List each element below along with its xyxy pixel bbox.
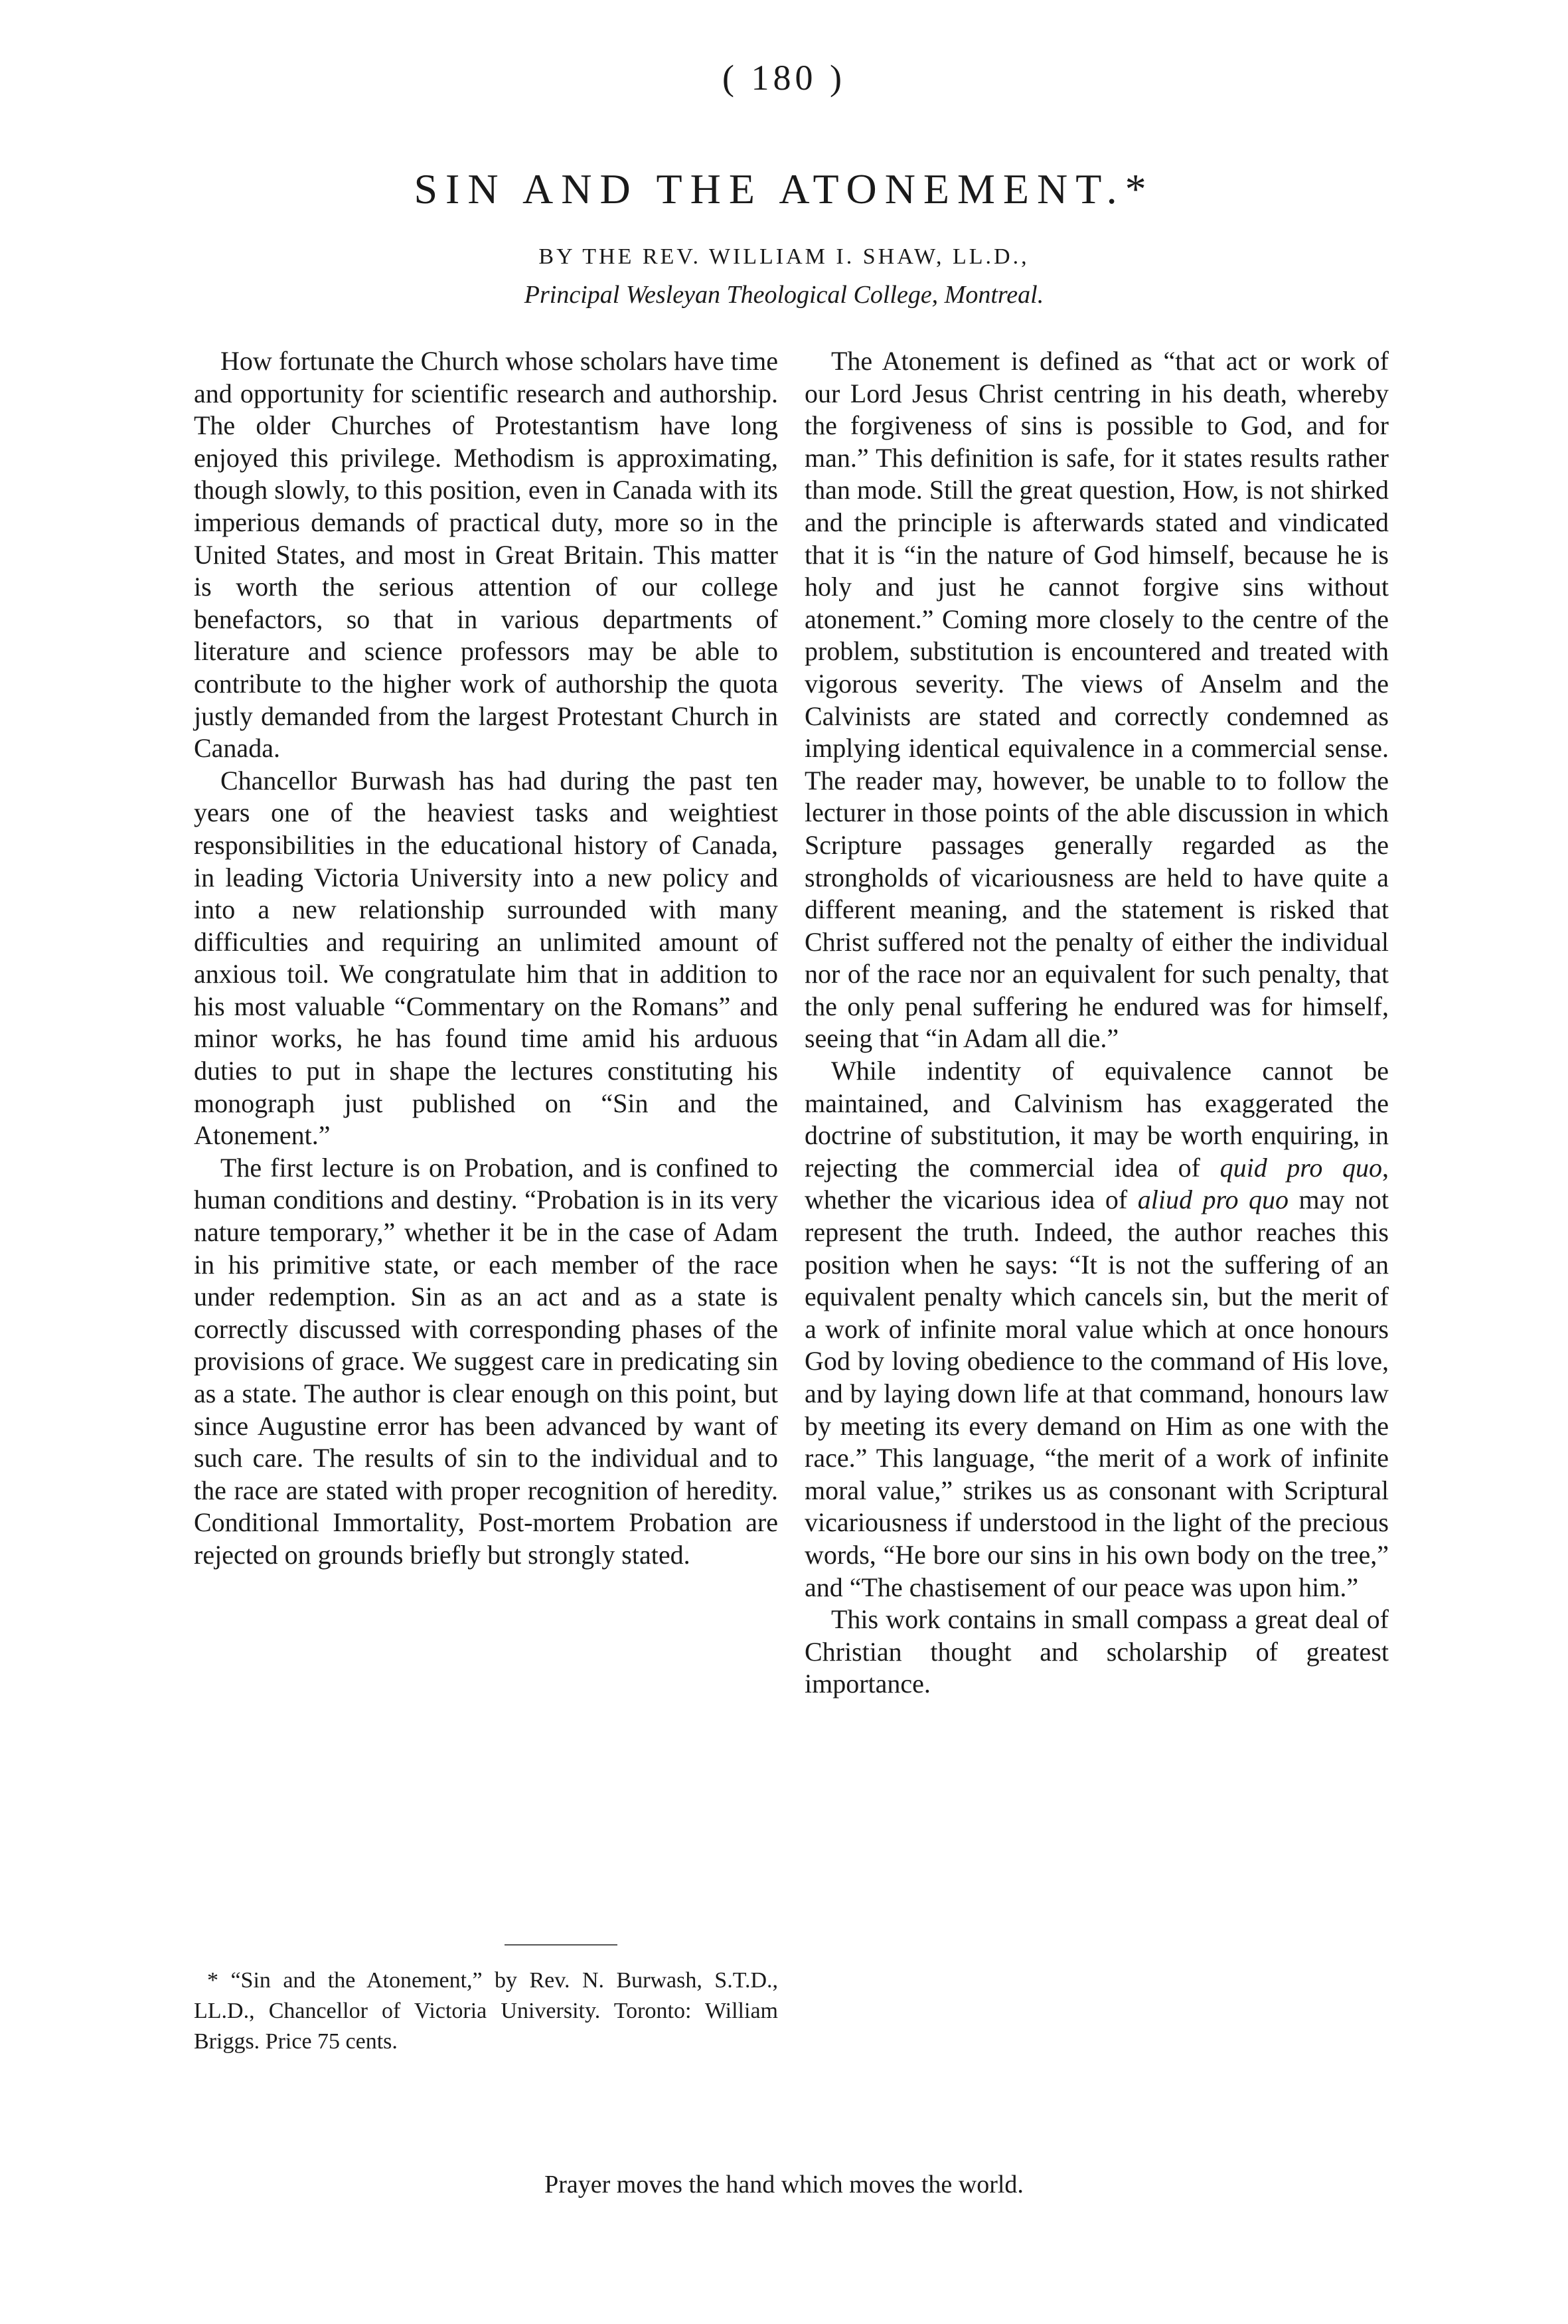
equivalence-text-part-2: , whether the vicarious idea of [805,1152,1389,1215]
paragraph-probation: The first lecture is on Probation, and is confined to human conditions and destiny. “Probation is in its very nature temporary,” whether it be in the case of Adam in his primitive state, or each member of the race under redemption. Sin as an act and as a state is correctly discussed with corresponding phases of the provisions of grace. We suggest care in predicating sin as a state. The author is clear enough on this point, but since Augustine error has been advanced by want of such care. The results of sin to the individual and to the race are stated with proper recognition of heredity. Conditional Immortality, Post-mortem Probation are rejected on grounds briefly but strongly stated. [194,1152,778,1570]
closing-motto: Prayer moves the hand which moves the world. [544,2171,1024,2199]
paragraph-intro: How fortunate the Church whose scholars have time and opportunity for scientific research and authorship. The older Churches of Protestantism have long enjoyed this privilege. Methodism is approximating, though slowly, to this position, even in Canada with its imperious demands of practical duty, more so in the United States, and most in Great Britain. This matter is worth the serious attention of our college benefactors, so that in various departments of literature and science professors may be able to contribute to the higher work of authorship the quota justly demanded from the largest Protestant Church in Canada. [194,346,778,764]
equivalence-text-part-1: While indentity of equivalence cannot be maintained, and Calvinism has exaggerated the doctrine of substitution, it may be worth enquiring, in rejecting the commercial idea of [805,1056,1389,1183]
equivalence-text-part-3: may not represent the truth. Indeed, the author reaches this position when he says: “It is not the suffering of an equivalent penalty which cancels sin, but the merit of a work of infinite moral value which at once honours God by loving obedience to the command of His love, and by laying down life at that command, honours law by meeting its every demand on Him as one with the race.” This language, “the merit of a work of infinite moral value,” strikes us as consonant with Scriptural vicariousness if understood in the light of the precious words, “He bore our sins in his own body on the tree,” and “The chastisement of our peace was upon him.” [805,1185,1389,1602]
footnote [194,1965,778,2057]
paragraph-atonement-definition: The Atonement is defined as “that act or work of our Lord Jesus Christ centring in his death, whereby the forgiveness of sins is possible to God, and for man.” This definition is safe, for it states results rather than mode. Still the great question, How, is not shirked and the principle is afterwards stated and vindicated that it is “in the nature of God himself, because he is holy and just he cannot forgive sins without atonement.” Coming more closely to the centre of the problem, substitution is encountered and treated with vigorous severity. The views of Anselm and the Calvinists are stated and correctly condemned as implying identical equivalence in a commercial sense. The reader may, however, be unable to to follow the lecturer in those points of the able discussion in which Scripture passages generally regarded as the strongholds of vicariousness are held to have quite a different meaning, and the statement is risked that Christ suffered not the penalty of either the individual nor of the race nor an equivalent for such penalty, that the only penal suffering he endured was for himself, seeing that “in Adam all die.” [805,346,1389,1054]
author-byline: BY THE REV. WILLIAM I. SHAW, LL.D., [538,244,1030,269]
left-column [194,345,778,1572]
article-title: SIN AND THE ATONEMENT.* [414,165,1154,212]
paragraph-chancellor-burwash: Chancellor Burwash has had during the past ten years one of the heaviest tasks and weightiest responsibilities in the educational history of Canada, in leading Victoria University into a new policy and into a new relationship surrounded with many difficulties and requiring an unlimited amount of anxious toil. We congratulate him that in addition to his most valuable “Commentary on the Romans” and minor works, he has found time amid his arduous duties to put in shape the lectures constituting his monograph just published on “Sin and the Atonement.” [194,765,778,1151]
latin-phrase-quid-pro-quo: quid pro quo [1219,1152,1382,1183]
author-affiliation: Principal Wesleyan Theological College, Montreal. [524,281,1044,309]
footnote-divider [505,1944,617,1946]
paragraph-equivalence [805,1055,1389,1604]
right-column [805,345,1389,1701]
footnote-text: * “Sin and the Atonement,” by Rev. N. Burwash, S.T.D., LL.D., Chancellor of Victoria University. Toronto: William Briggs. Price 75 cents. [194,1968,778,2054]
latin-phrase-aliud-pro-quo: aliud pro quo [1137,1185,1289,1215]
page-number: ( 180 ) [722,58,846,98]
paragraph-conclusion: This work contains in small compass a great deal of Christian thought and scholarship of greatest importance. [805,1604,1389,1699]
